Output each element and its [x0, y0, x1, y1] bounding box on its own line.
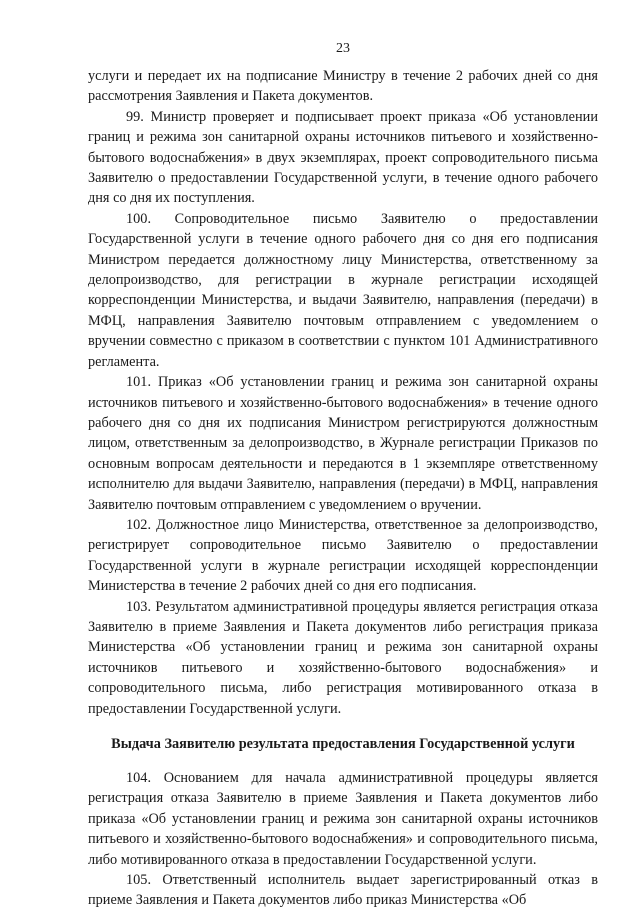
- paragraph-99: 99. Министр проверяет и подписывает проект приказа «Об установлении границ и режима зон санитарной охраны источников питьевого и хозяйственно-бытового водоснабжения» в двух экземплярах, проект сопроводительного письма Заявителю о предоставлении Государственной услуги, в течение одного рабочего дня со дня их поступления.: [88, 108, 598, 207]
- paragraph-continuation: услуги и передает их на подписание Министру в течение 2 рабочих дней со дня рассмотрения Заявления и Пакета документов.: [88, 68, 598, 105]
- paragraph-105: 105. Ответственный исполнитель выдает зарегистрированный отказ в приеме Заявления и Пакета документов либо приказ Министерства «Об: [88, 872, 598, 909]
- paragraph-100: 100. Сопроводительное письмо Заявителю о предоставлении Государственной услуги в течение одного рабочего дня со дня его подписания Министром передается должностному лицу Министерства, ответственному за делопроизводство, для регистрации в журнале регистрации исходящей корреспонденции Министерства, и выдачи Заявителю, направления (передачи) в МФЦ, направления Заявителю почтовым отправлением с уведомлением о вручении совместно с приказом в соответствии с пунктом 101 Административного регламента.: [88, 210, 598, 370]
- paragraph-104: 104. Основанием для начала административной процедуры является регистрация отказа Заявителю в приеме Заявления и Пакета документов либо приказа «Об установлении границ и режима зон санитарной охраны источников питьевого и хозяйственно-бытового водоснабжения» и сопроводительного письма, либо мотивированного отказа в предоставлении Государственной услуги.: [88, 770, 598, 868]
- paragraph-101: 101. Приказ «Об установлении границ и режима зон санитарной охраны источников питьевого и хозяйственно-бытового водоснабжения» в течение одного рабочего дня со дня их подписания Министром регистрируются должностным лицом, ответственным за делопроизводство, в Журнале регистрации Приказов по основным вопросам деятельности и передаются в 1 экземпляре ответственному исполнителю для выдачи Заявителю, направления (передачи) в МФЦ, направления Заявителю почтовым отправлением с уведомлением о вручении.: [88, 374, 598, 513]
- section-heading: Выдача Заявителю результата предоставления Государственной услуги: [111, 736, 575, 752]
- page-number: 23: [336, 41, 350, 56]
- paragraph-103: 103. Результатом административной процедуры является регистрация отказа Заявителю в приеме Заявления и Пакета документов либо регистрация приказа Министерства «Об установлении границ и режима зон санитарной охраны источников питьевого и хозяйственно-бытового водоснабжения» и сопроводительного письма, либо регистрация мотивированного отказа в предоставлении Государственной услуги.: [88, 598, 598, 717]
- paragraph-102: 102. Должностное лицо Министерства, ответственное за делопроизводство, регистрирует сопроводительное письмо Заявителю о предоставлении Государственной услуги в журнале регистрации исходящей корреспонденции Министерства в течение 2 рабочих дней со дня его подписания.: [88, 516, 598, 595]
- document-page: [88, 40, 598, 911]
